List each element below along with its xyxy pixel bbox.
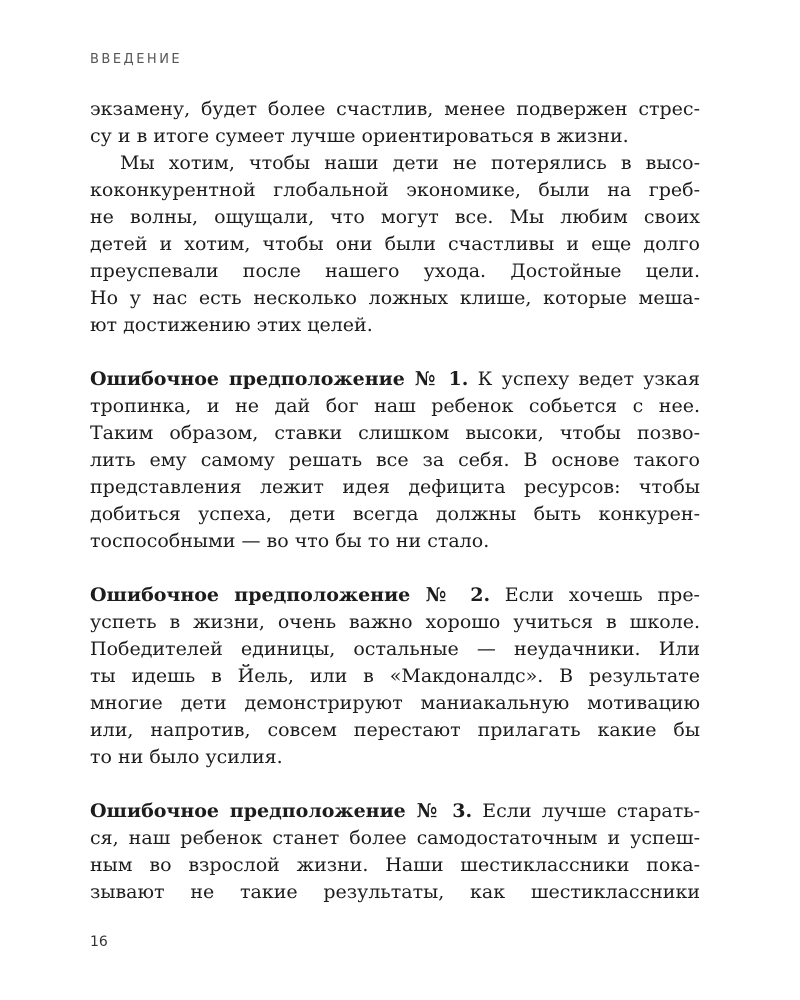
text-line: тоспособными — во что бы то ни стало.: [90, 530, 490, 552]
body-text: [90, 96, 700, 906]
text-line: то ни было усилия.: [90, 746, 283, 768]
running-head: ВВЕДЕНИЕ: [90, 52, 183, 67]
text-line: Таким образом, ставки слишком высоки, чтобы позво-: [90, 422, 700, 444]
text-line: экзамену, будет более счастлив, менее подвержен стрес-: [90, 98, 700, 120]
text-line: не волны, ощущали, что могут все. Мы любим своих: [90, 206, 700, 228]
text-line: коконкурентной глобальной экономике, были на греб-: [90, 179, 700, 201]
text-run: К успеху ведет узкая: [468, 368, 700, 390]
text-line: зывают не такие результаты, как шестиклассники: [90, 881, 700, 903]
text-line: су и в итоге сумеет лучше ориентироваться в жизни.: [90, 125, 629, 147]
text-line: [90, 366, 700, 393]
text-line: Победителей единицы, остальные — неудачники. Или: [90, 638, 700, 660]
text-line: добиться успеха, дети всегда должны быть конкурен-: [90, 503, 700, 525]
text-line: Мы хотим, чтобы наши дети не потерялись в высо-: [120, 152, 700, 174]
text-run: Если хочешь пре-: [490, 584, 700, 606]
text-line: преуспевали после нашего ухода. Достойные цели.: [90, 260, 700, 282]
text-line: ты идешь в Йель, или в «Макдоналдс». В результате: [90, 665, 700, 687]
text-run: Если лучше старать-: [472, 800, 700, 822]
text-line: или, напротив, совсем перестают прилагать какие бы: [90, 719, 700, 741]
text-line: ют достижению этих целей.: [90, 314, 373, 336]
text-line: тропинка, и не дай бог наш ребенок собьется с нее.: [90, 395, 700, 417]
text-line: детей и хотим, чтобы они были счастливы и еще долго: [90, 233, 700, 255]
text-line: многие дети демонстрируют маниакальную мотивацию: [90, 692, 700, 714]
text-line: лить ему самому решать все за себя. В основе такого: [90, 449, 700, 471]
text-line: представления лежит идея дефицита ресурсов: чтобы: [90, 476, 700, 498]
misconception-heading: Ошибочное предположение № 2.: [90, 584, 491, 606]
text-line: Но у нас есть несколько ложных клише, которые меша-: [90, 287, 700, 309]
misconception-heading: Ошибочное предположение № 3.: [90, 800, 473, 822]
text-line: ным во взрослой жизни. Наши шестиклассники пока-: [90, 854, 700, 876]
text-line: успеть в жизни, очень важно хорошо учиться в школе.: [90, 611, 700, 633]
text-line: ся, наш ребенок станет более самодостаточным и успеш-: [90, 827, 700, 849]
text-line: [90, 798, 700, 825]
misconception-heading: Ошибочное предположение № 1.: [90, 368, 469, 390]
page-number: 16: [90, 934, 108, 950]
text-line: [90, 582, 700, 609]
